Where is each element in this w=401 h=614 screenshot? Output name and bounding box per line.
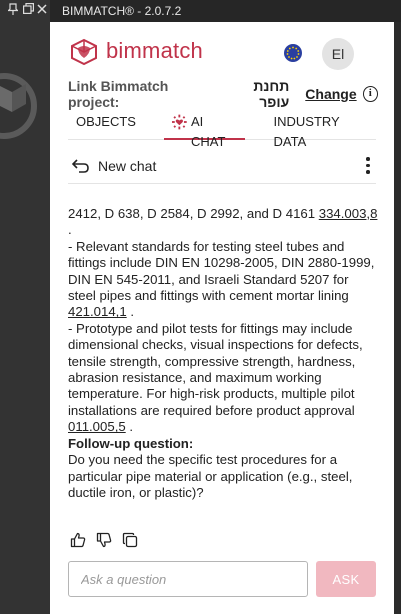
project-link-label: Link Bimmatch project: — [68, 78, 169, 110]
new-chat-button[interactable] — [68, 158, 156, 174]
back-arrow-icon — [72, 159, 90, 173]
chat-message — [68, 206, 378, 501]
tab-ai-chat[interactable] — [164, 112, 245, 149]
thumbs-up-icon[interactable] — [70, 532, 86, 548]
background-app-strip — [0, 0, 50, 614]
main-tabs — [68, 112, 376, 149]
citation-link[interactable]: 011.005,5 — [68, 419, 126, 435]
project-link-row — [68, 78, 378, 110]
ask-button[interactable]: ASK — [316, 561, 376, 597]
tab-industry-data[interactable]: INDUSTRY DATA — [273, 114, 340, 149]
question-input[interactable] — [69, 562, 307, 596]
logo-text: bimmatch — [106, 38, 203, 63]
project-name: תחנת עופר — [253, 78, 290, 110]
restore-icon[interactable] — [23, 3, 34, 17]
window-title: BIMMATCH® - 2.0.7.2 — [50, 0, 401, 22]
pin-icon[interactable] — [8, 3, 18, 18]
more-options-icon[interactable] — [360, 156, 376, 176]
bimmatch-panel — [50, 22, 394, 614]
copy-icon[interactable] — [122, 532, 138, 548]
tab-ai-chat-label: AI CHAT — [190, 114, 226, 149]
new-chat-label: New chat — [98, 157, 157, 174]
bimmatch-logo — [68, 36, 203, 66]
followup-title: Follow-up question: — [68, 435, 194, 451]
citation-link[interactable]: 334.003,8 — [318, 206, 378, 221]
message-line-1: 2412, D 638, D 2584, D 2992, and D 4161 334.003,8 . — [68, 206, 378, 238]
message-paragraph-2: - Relevant standards for testing steel tubes and fittings include DIN EN 10298-2005, DIN 2880-1999, DIN EN 545-2011, and Israeli Standard 5207 for steel pipes and fittings with cement mortar lining 421.014,1 . — [68, 238, 375, 320]
window-edge — [394, 22, 401, 614]
followup-text: Do you need the specific test procedures for a particular pipe material or application (e.g., steel, ductile iron, or plastic)? — [68, 452, 353, 500]
bimmatch-logo-icon — [68, 36, 100, 66]
chat-header — [68, 148, 376, 184]
tab-objects[interactable]: OBJECTS — [76, 114, 136, 129]
ai-chat-icon — [172, 114, 187, 130]
user-avatar[interactable]: El — [322, 38, 354, 70]
info-icon[interactable]: i — [363, 86, 378, 102]
message-feedback — [70, 532, 138, 548]
background-logo-fragment — [0, 66, 42, 146]
question-input-wrapper — [68, 561, 308, 597]
thumbs-down-icon[interactable] — [96, 532, 112, 548]
citation-link[interactable]: 421.014,1 — [68, 304, 127, 320]
close-icon[interactable] — [37, 3, 47, 17]
change-project-link[interactable]: Change — [305, 86, 357, 102]
eu-flag-icon[interactable] — [284, 44, 302, 62]
message-paragraph-3: - Prototype and pilot tests for fittings may include dimensional checks, visual inspections for defects, tensile strength, compressive strength, hardness, abrasion resistance, and maximum working temperature. For high-risk products, multiple pilot installations are required before product approval 011.005,5 . — [68, 320, 363, 435]
